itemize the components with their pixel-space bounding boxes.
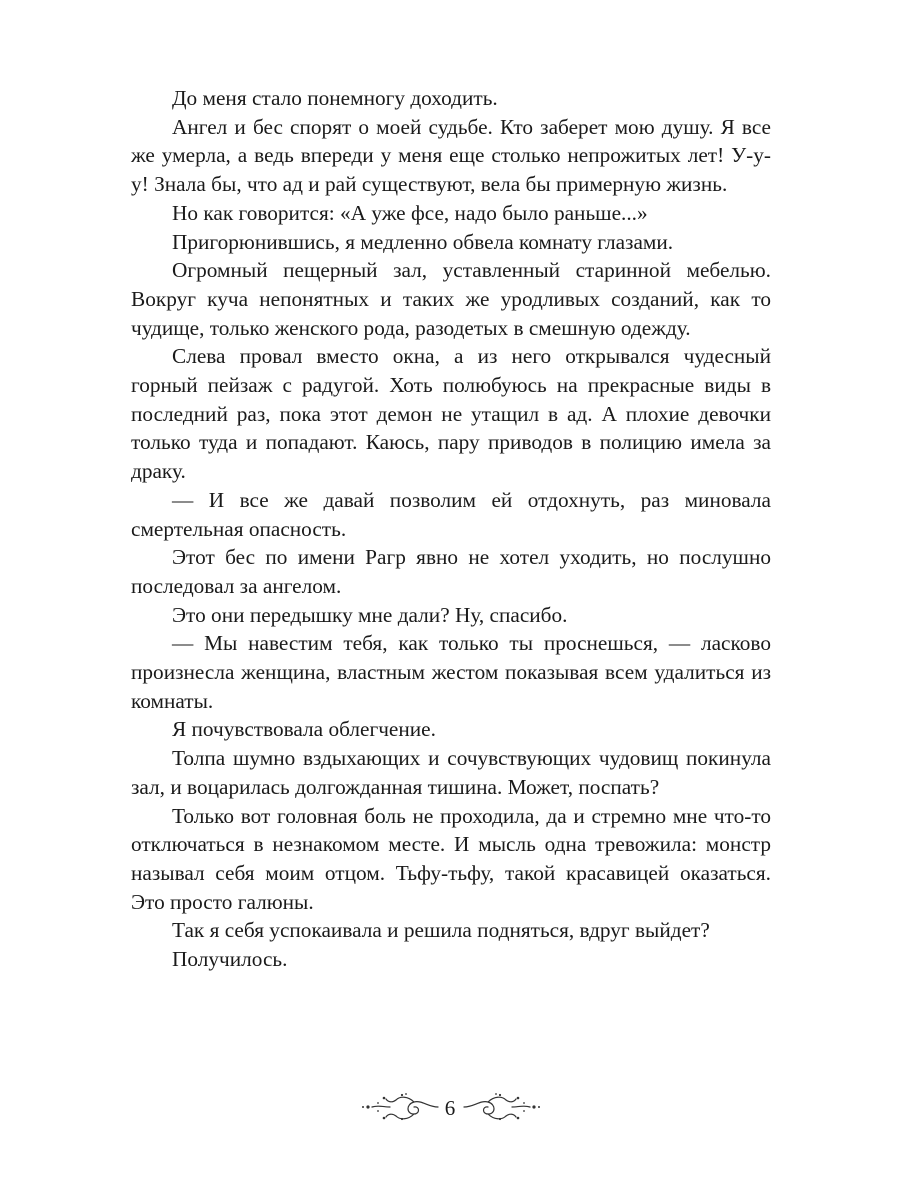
paragraph: Этот бес по имени Рагр явно не хотел уходить, но послушно последовал за ангелом. (131, 545, 771, 598)
paragraph: — Мы навестим тебя, как только ты проснешься, — ласково произнесла женщина, властным жестом показывая всем удалиться из комнаты. (131, 631, 771, 713)
page-body-text (131, 84, 771, 974)
page-footer (0, 1086, 900, 1130)
floral-flourish-icon (360, 1090, 440, 1124)
paragraph: Я почувствовала облегчение. (172, 717, 436, 742)
paragraph: Получилось. (172, 947, 288, 972)
page-number: 6 (444, 1096, 456, 1120)
paragraph: Ангел и бес спорят о моей судьбе. Кто заберет мою душу. Я все же умерла, а ведь впереди у меня еще столько непрожитых лет! У-у-у! Знала бы, что ад и рай существуют, вела бы примерную жизнь. (131, 114, 771, 197)
paragraph: Только вот головная боль не проходила, да и стремно мне что-то отключаться в незнакомом месте. И мысль одна тревожила: монстр называл себя моим отцом. Тьфу-тьфу, такой красавицей оказаться. Это просто галюны. (131, 803, 771, 914)
paragraph: — И все же давай позволим ей отдохнуть, раз миновала смертельная опасность. (131, 487, 771, 541)
paragraph: До меня стало понемногу доходить. (172, 86, 498, 110)
paragraph: Но как говорится: «А уже фсе, надо было раньше...» (172, 200, 648, 225)
paragraph: Толпа шумно вздыхающих и сочувствующих чудовищ покинула зал, и воцарилась долгожданная тишина. Может, поспать? (131, 746, 771, 799)
floral-flourish-icon (462, 1090, 542, 1124)
paragraph: Пригорюнившись, я медленно обвела комнату глазами. (172, 229, 674, 254)
paragraph: Слева провал вместо окна, а из него открывался чудесный горный пейзаж с радугой. Хоть полюбуюсь на прекрасные виды в последний раз, пока этот демон не утащил в ад. А плохие девочки только туда и попадают. Каюсь, пару приводов в полицию имела за драку. (131, 344, 771, 484)
paragraph: Так я себя успокаивала и решила подняться, вдруг выйдет? (172, 918, 710, 943)
paragraph: Огромный пещерный зал, уставленный старинной мебелью. Вокруг куча непонятных и таких же уродливых созданий, как то чудище, только женского рода, разодетых в смешную одежду. (131, 258, 771, 340)
paragraph: Это они передышку мне дали? Ну, спасибо. (172, 602, 568, 627)
